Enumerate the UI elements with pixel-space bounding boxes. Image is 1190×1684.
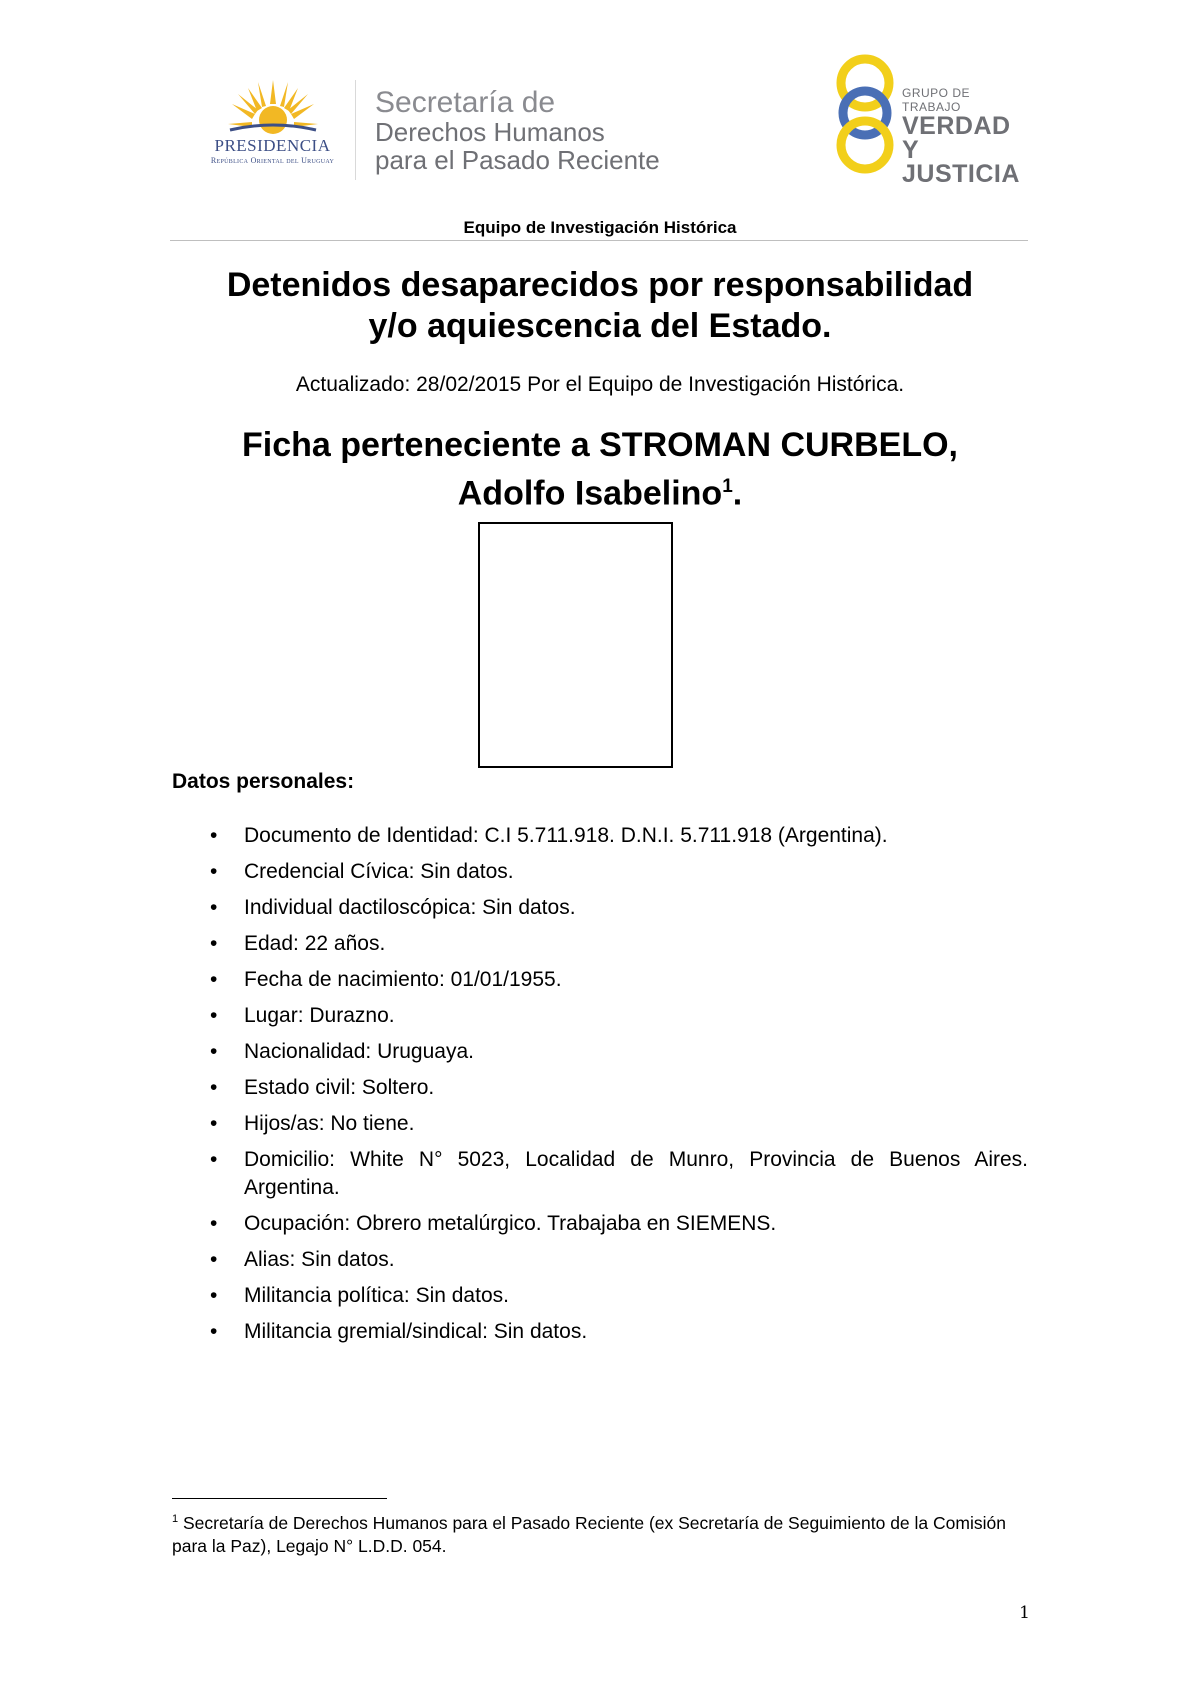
page-number: 1 — [1019, 1603, 1030, 1623]
list-item — [172, 1146, 1028, 1202]
list-item-text: Ocupación: Obrero metalúrgico. Trabajaba en SIEMENS. — [244, 1212, 777, 1235]
bullet-icon: • — [210, 824, 218, 847]
list-item — [172, 858, 1028, 886]
list-item-text: Militancia gremial/sindical: Sin datos. — [244, 1320, 588, 1343]
gtvj-line3: JUSTICIA — [902, 160, 1020, 188]
header-rule — [170, 240, 1028, 241]
list-item — [172, 1110, 1028, 1138]
logo-divider — [355, 80, 356, 180]
gtvj-line1: GRUPO DE TRABAJO — [902, 86, 971, 114]
presidencia-logo — [195, 80, 350, 190]
ficha-line1: Ficha perteneciente a STROMAN CURBELO, — [241, 426, 958, 464]
secretaria-line1: Secretaría de — [375, 86, 556, 119]
list-item-text: Militancia política: Sin datos. — [244, 1284, 509, 1307]
list-item-text: Nacionalidad: Uruguaya. — [244, 1040, 474, 1063]
bullet-icon: • — [210, 1076, 218, 1099]
list-item-text: Estado civil: Soltero. — [244, 1076, 435, 1099]
list-item — [172, 966, 1028, 994]
list-item — [172, 822, 1028, 850]
bullet-icon: • — [210, 1112, 218, 1135]
bullet-icon: • — [210, 1040, 218, 1063]
list-item — [172, 1246, 1028, 1274]
list-item — [172, 1074, 1028, 1102]
gtvj-line2: VERDAD Y — [902, 112, 1011, 164]
bullet-icon: • — [210, 1320, 218, 1343]
list-item-text: Fecha de nacimiento: 01/01/1955. — [244, 968, 562, 991]
presidencia-name: PRESIDENCIA — [214, 136, 331, 155]
personal-data-list — [172, 822, 1028, 1354]
ficha-person-name: Adolfo Isabelino — [457, 474, 723, 513]
ficha-title — [170, 425, 1030, 514]
footnote-number: 1 — [172, 1513, 179, 1525]
bullet-icon: • — [210, 896, 218, 919]
chain-rings-icon — [830, 50, 900, 180]
bullet-icon: • — [210, 1212, 218, 1235]
list-item-text: Individual dactiloscópica: Sin datos. — [244, 896, 576, 919]
list-item — [172, 1282, 1028, 1310]
bullet-icon: • — [210, 1284, 218, 1307]
ficha-line2 — [170, 466, 1030, 514]
page-title-line2: y/o aquiescencia del Estado. — [368, 307, 832, 345]
list-item — [172, 1002, 1028, 1030]
ficha-line2-end: . — [732, 474, 743, 513]
list-item-text: Alias: Sin datos. — [244, 1248, 395, 1271]
team-header: Equipo de Investigación Histórica — [463, 218, 737, 237]
bullet-icon: • — [210, 1004, 218, 1027]
header-logos — [195, 50, 1030, 188]
updated-line: Actualizado: 28/02/2015 Por el Equipo de Investigación Histórica. — [295, 373, 905, 396]
bullet-icon: • — [210, 1148, 218, 1171]
footnote-text: Secretaría de Derechos Humanos para el Pasado Reciente (ex Secretaría de Seguimiento de la Comisión para la Paz), Legajo N° L.D.D. 054. — [172, 1512, 1006, 1556]
sun-icon — [228, 80, 318, 138]
bullet-icon: • — [210, 932, 218, 955]
footnote — [172, 1508, 1028, 1558]
list-item-text: Lugar: Durazno. — [244, 1004, 395, 1027]
list-item — [172, 894, 1028, 922]
footnote-rule — [172, 1498, 387, 1499]
list-item — [172, 930, 1028, 958]
photo-placeholder — [478, 522, 673, 768]
verdad-justicia-logo — [830, 50, 1030, 188]
list-item-text: Credencial Cívica: Sin datos. — [244, 860, 514, 883]
list-item — [172, 1318, 1028, 1346]
secretaria-line2: Derechos Humanos — [375, 117, 605, 147]
section-heading: Datos personales: — [172, 770, 355, 793]
list-item — [172, 1210, 1028, 1238]
bullet-icon: • — [210, 968, 218, 991]
page-title — [170, 265, 1030, 347]
footnote-ref[interactable]: 1 — [722, 476, 733, 497]
secretaria-line3: para el Pasado Reciente — [375, 145, 660, 175]
presidencia-subtitle: República Oriental del Uruguay — [210, 156, 335, 165]
list-item-text: Documento de Identidad: C.I 5.711.918. D.N.I. 5.711.918 (Argentina). — [244, 824, 888, 847]
list-item-text: Domicilio: White N° 5023, Localidad de Munro, Provincia de Buenos Aires. Argentina. — [244, 1148, 1028, 1199]
page-title-line1: Detenidos desaparecidos por responsabilidad — [226, 266, 974, 304]
list-item — [172, 1038, 1028, 1066]
bullet-icon: • — [210, 860, 218, 883]
list-item-text: Edad: 22 años. — [244, 932, 386, 955]
list-item-text: Hijos/as: No tiene. — [244, 1112, 415, 1135]
secretaria-logo — [375, 88, 660, 174]
bullet-icon: • — [210, 1248, 218, 1271]
